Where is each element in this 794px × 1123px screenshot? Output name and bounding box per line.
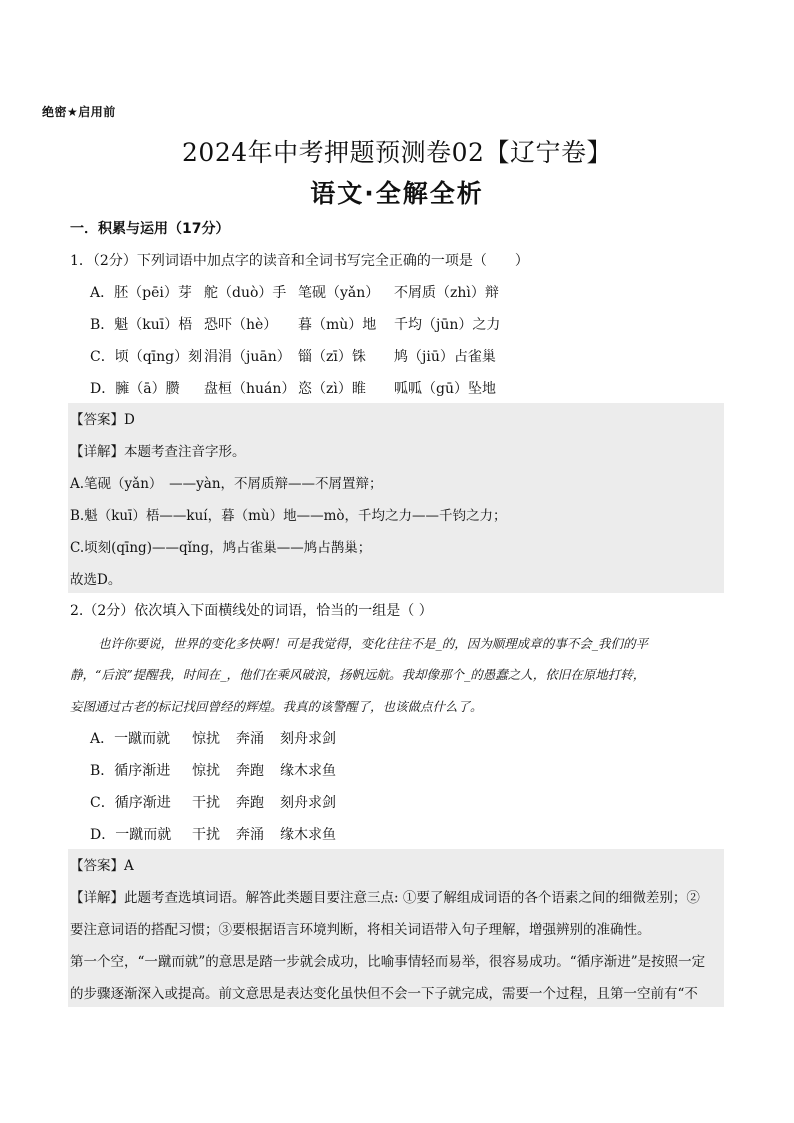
- exam-title: 2024年中考押题预测卷02【辽宁卷】: [182, 138, 612, 167]
- q1-detail-line: C.顷刻(qīng)——qǐng，鸠占雀巢——鸠占鹊巢；: [70, 540, 372, 556]
- q2-option-d-item: 奔涌: [236, 827, 264, 843]
- q2-option-b: [90, 761, 336, 781]
- q1-answer-panel: [68, 403, 724, 593]
- q2-detail-line: 第一个空，“一蹴而就”的意思是踏一步就会成功，比喻事情轻而易举，很容易成功。“循序渐进”是按照一定: [70, 954, 706, 970]
- q2-option-a-item: 奔涌: [236, 731, 264, 747]
- q2-passage-line: 妄图通过古老的标记找回曾经的辉煌。我真的该警醒了，也该做点什么了。: [70, 699, 483, 714]
- q1-detail-line: 故选D。: [70, 572, 122, 588]
- q1-option-b-item: B．魁（kuī）梧: [90, 317, 193, 333]
- q2-option-d-item: 缘木求鱼: [280, 827, 336, 843]
- q2-stem: 2.（2分）依次填入下面横线处的词语，恰当的一组是（ ）: [70, 603, 433, 619]
- q2-detail-line: 的步骤逐渐深入或提高。前文意思是表达变化虽快但不会一下子就完成，需要一个过程，且第一空前有“不: [70, 986, 698, 1002]
- q1-option-d-item: 盘桓（huán）: [204, 381, 296, 397]
- q2-answer: 【答案】A: [70, 858, 134, 874]
- q1-option-d: [90, 379, 496, 399]
- confidential-label: 绝密★启用前: [42, 105, 116, 119]
- q2-option-c-item: 干扰: [192, 795, 220, 811]
- q1-option-d-item: 恣（zì）睢: [298, 381, 366, 397]
- q1-detail-line: 【详解】本题考查注音字形。: [70, 444, 246, 460]
- q2-option-d-item: D．一蹴而就: [90, 827, 172, 843]
- q1-option-c-item: 锱（zī）铢: [298, 349, 366, 365]
- q1-option-d-item: 呱呱（gū）坠地: [394, 381, 496, 397]
- q2-option-a-item: 惊扰: [192, 731, 220, 747]
- q1-option-d-item: D．臃（ā）臜: [90, 381, 180, 397]
- q2-option-a: [90, 729, 336, 749]
- q2-option-c: [90, 793, 336, 813]
- q1-option-c-item: 涓涓（juān）: [204, 349, 291, 365]
- q2-detail-line: 要注意词语的搭配习惯；③要根据语言环境判断，将相关词语带入句子理解，增强辨别的准确性。: [70, 922, 651, 938]
- q1-option-c-item: C．顷（qīng）刻: [90, 349, 203, 365]
- q1-option-c: [90, 347, 496, 367]
- q1-stem: 1．（2分）下列词语中加点字的读音和全词书写完全正确的一项是（ ）: [70, 253, 529, 269]
- q1-answer: 【答案】D: [70, 412, 135, 428]
- q1-option-c-item: 鸠（jiū）占雀巢: [394, 349, 496, 365]
- q2-option-a-item: A．一蹴而就: [90, 731, 171, 747]
- q2-passage-line: 也许你要说，世界的变化多快啊！可是我觉得，变化往往不是_的，因为顺理成章的事不会_我们的平: [98, 636, 649, 651]
- q2-option-a-item: 刻舟求剑: [280, 731, 336, 747]
- q1-option-a-item: 舵（duò）手: [204, 285, 287, 301]
- exam-subtitle: 语文·全解全析: [310, 179, 484, 208]
- q1-option-a-item: 不屑质（zhì）辩: [394, 285, 499, 301]
- q2-detail-line: 【详解】此题考查选填词语。解答此类题目要注意三点: ①要了解组成词语的各个语素之间的细微差别；②: [70, 890, 700, 906]
- q1-option-b-item: 千均（jūn）之力: [394, 317, 501, 333]
- section-heading: 一．积累与运用（17分）: [70, 221, 230, 237]
- q1-detail-line: B.魁（kuī）梧——kuí，暮（mù）地——mò，千均之力——千钧之力；: [70, 508, 507, 524]
- q2-option-d-item: 干扰: [192, 827, 220, 843]
- q2-passage-line: 静，“后浪”提醒我，时间在_，他们在乘风破浪，扬帆远航。我却像那个_的愚蠢之人，依旧在原地打转，: [70, 667, 646, 682]
- q2-option-b-item: B．循序渐进: [90, 763, 171, 779]
- q2-option-c-item: C．循序渐进: [90, 795, 171, 811]
- q2-option-c-item: 刻舟求剑: [280, 795, 336, 811]
- q1-option-b-item: 暮（mù）地: [298, 317, 377, 333]
- q2-option-d: [90, 825, 336, 845]
- q2-option-b-item: 缘木求鱼: [280, 763, 336, 779]
- q2-option-c-item: 奔跑: [236, 795, 264, 811]
- q1-option-b-item: 恐吓（hè）: [204, 317, 278, 333]
- q1-option-a: [90, 283, 499, 303]
- q1-option-a-item: A．胚（pēi）芽: [90, 285, 192, 301]
- q2-option-b-item: 惊扰: [192, 763, 220, 779]
- q2-option-b-item: 奔跑: [236, 763, 264, 779]
- q1-option-b: [90, 315, 500, 335]
- q1-detail-line: A.笔砚（yǎn） ——yàn，不屑质辩——不屑置辩；: [70, 476, 383, 492]
- q1-option-a-item: 笔砚（yǎn）: [298, 285, 380, 301]
